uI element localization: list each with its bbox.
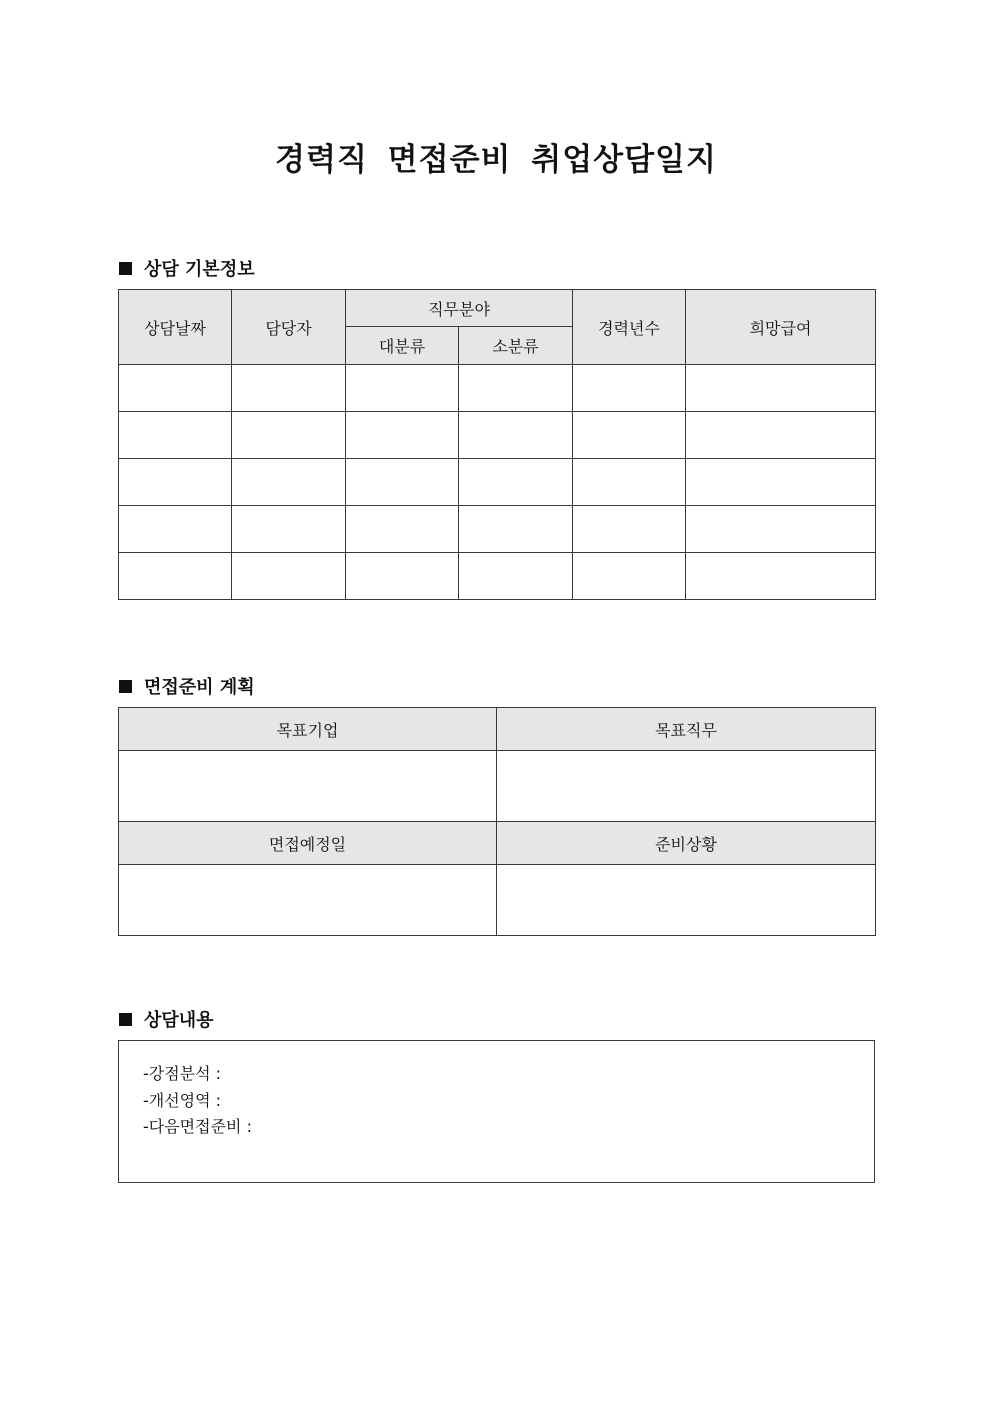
table-row [119,412,876,459]
major-category-cell[interactable] [346,553,459,600]
basic-info-table [118,289,876,600]
page-title: 경력직 면접준비 취업상담일지 [275,142,717,178]
date-cell[interactable] [119,553,232,600]
date-cell[interactable] [119,412,232,459]
major-category-cell[interactable] [346,412,459,459]
counselor-cell[interactable] [232,553,346,600]
header-date: 상담날짜 [119,290,232,365]
desired-salary-cell[interactable] [686,365,876,412]
header-major-category: 대분류 [346,327,459,365]
counselor-cell[interactable] [232,506,346,553]
improvement-area-line: -개선영역 : [143,1090,222,1110]
preparation-status-field[interactable] [497,865,876,936]
table-row [119,506,876,553]
desired-salary-cell[interactable] [686,412,876,459]
desired-salary-cell[interactable] [686,553,876,600]
square-bullet-icon [119,262,132,275]
table-row [119,459,876,506]
section-heading-label: 면접준비 계획 [144,677,255,698]
minor-category-cell[interactable] [459,365,573,412]
years-experience-cell[interactable] [573,365,686,412]
years-experience-cell[interactable] [573,459,686,506]
interview-date-field[interactable] [119,865,497,936]
target-company-label: 목표기업 [119,708,497,751]
strength-analysis-line: -강점분석 : [143,1064,222,1083]
minor-category-cell[interactable] [459,412,573,459]
section-heading-counseling-content [119,1006,214,1032]
table-row [119,365,876,412]
header-job-field: 직무분야 [346,290,573,327]
interview-plan-table [118,707,876,936]
counseling-content-box[interactable] [118,1040,875,1183]
years-experience-cell[interactable] [573,412,686,459]
date-cell[interactable] [119,506,232,553]
target-company-field[interactable] [119,751,497,822]
next-interview-prep-line: -다음면접준비 : [143,1117,252,1136]
square-bullet-icon [119,1013,132,1026]
date-cell[interactable] [119,459,232,506]
interview-date-label: 면접예정일 [119,822,497,865]
counselor-cell[interactable] [232,365,346,412]
years-experience-cell[interactable] [573,506,686,553]
major-category-cell[interactable] [346,365,459,412]
target-job-label: 목표직무 [497,708,876,751]
major-category-cell[interactable] [346,459,459,506]
target-job-field[interactable] [497,751,876,822]
minor-category-cell[interactable] [459,553,573,600]
minor-category-cell[interactable] [459,459,573,506]
section-heading-basic-info [119,255,255,281]
header-years-experience: 경력년수 [573,290,686,365]
counselor-cell[interactable] [232,459,346,506]
square-bullet-icon [119,680,132,693]
header-desired-salary: 희망급여 [686,290,876,365]
section-heading-label: 상담 기본정보 [144,259,255,280]
desired-salary-cell[interactable] [686,506,876,553]
major-category-cell[interactable] [346,506,459,553]
years-experience-cell[interactable] [573,553,686,600]
header-minor-category: 소분류 [459,327,573,365]
desired-salary-cell[interactable] [686,459,876,506]
counseling-content-lines [143,1061,252,1141]
minor-category-cell[interactable] [459,506,573,553]
section-heading-label: 상담내용 [144,1010,214,1031]
table-row [119,553,876,600]
section-heading-interview-plan [119,673,255,699]
preparation-status-label: 준비상황 [497,822,876,865]
counselor-cell[interactable] [232,412,346,459]
date-cell[interactable] [119,365,232,412]
header-counselor: 담당자 [232,290,346,365]
